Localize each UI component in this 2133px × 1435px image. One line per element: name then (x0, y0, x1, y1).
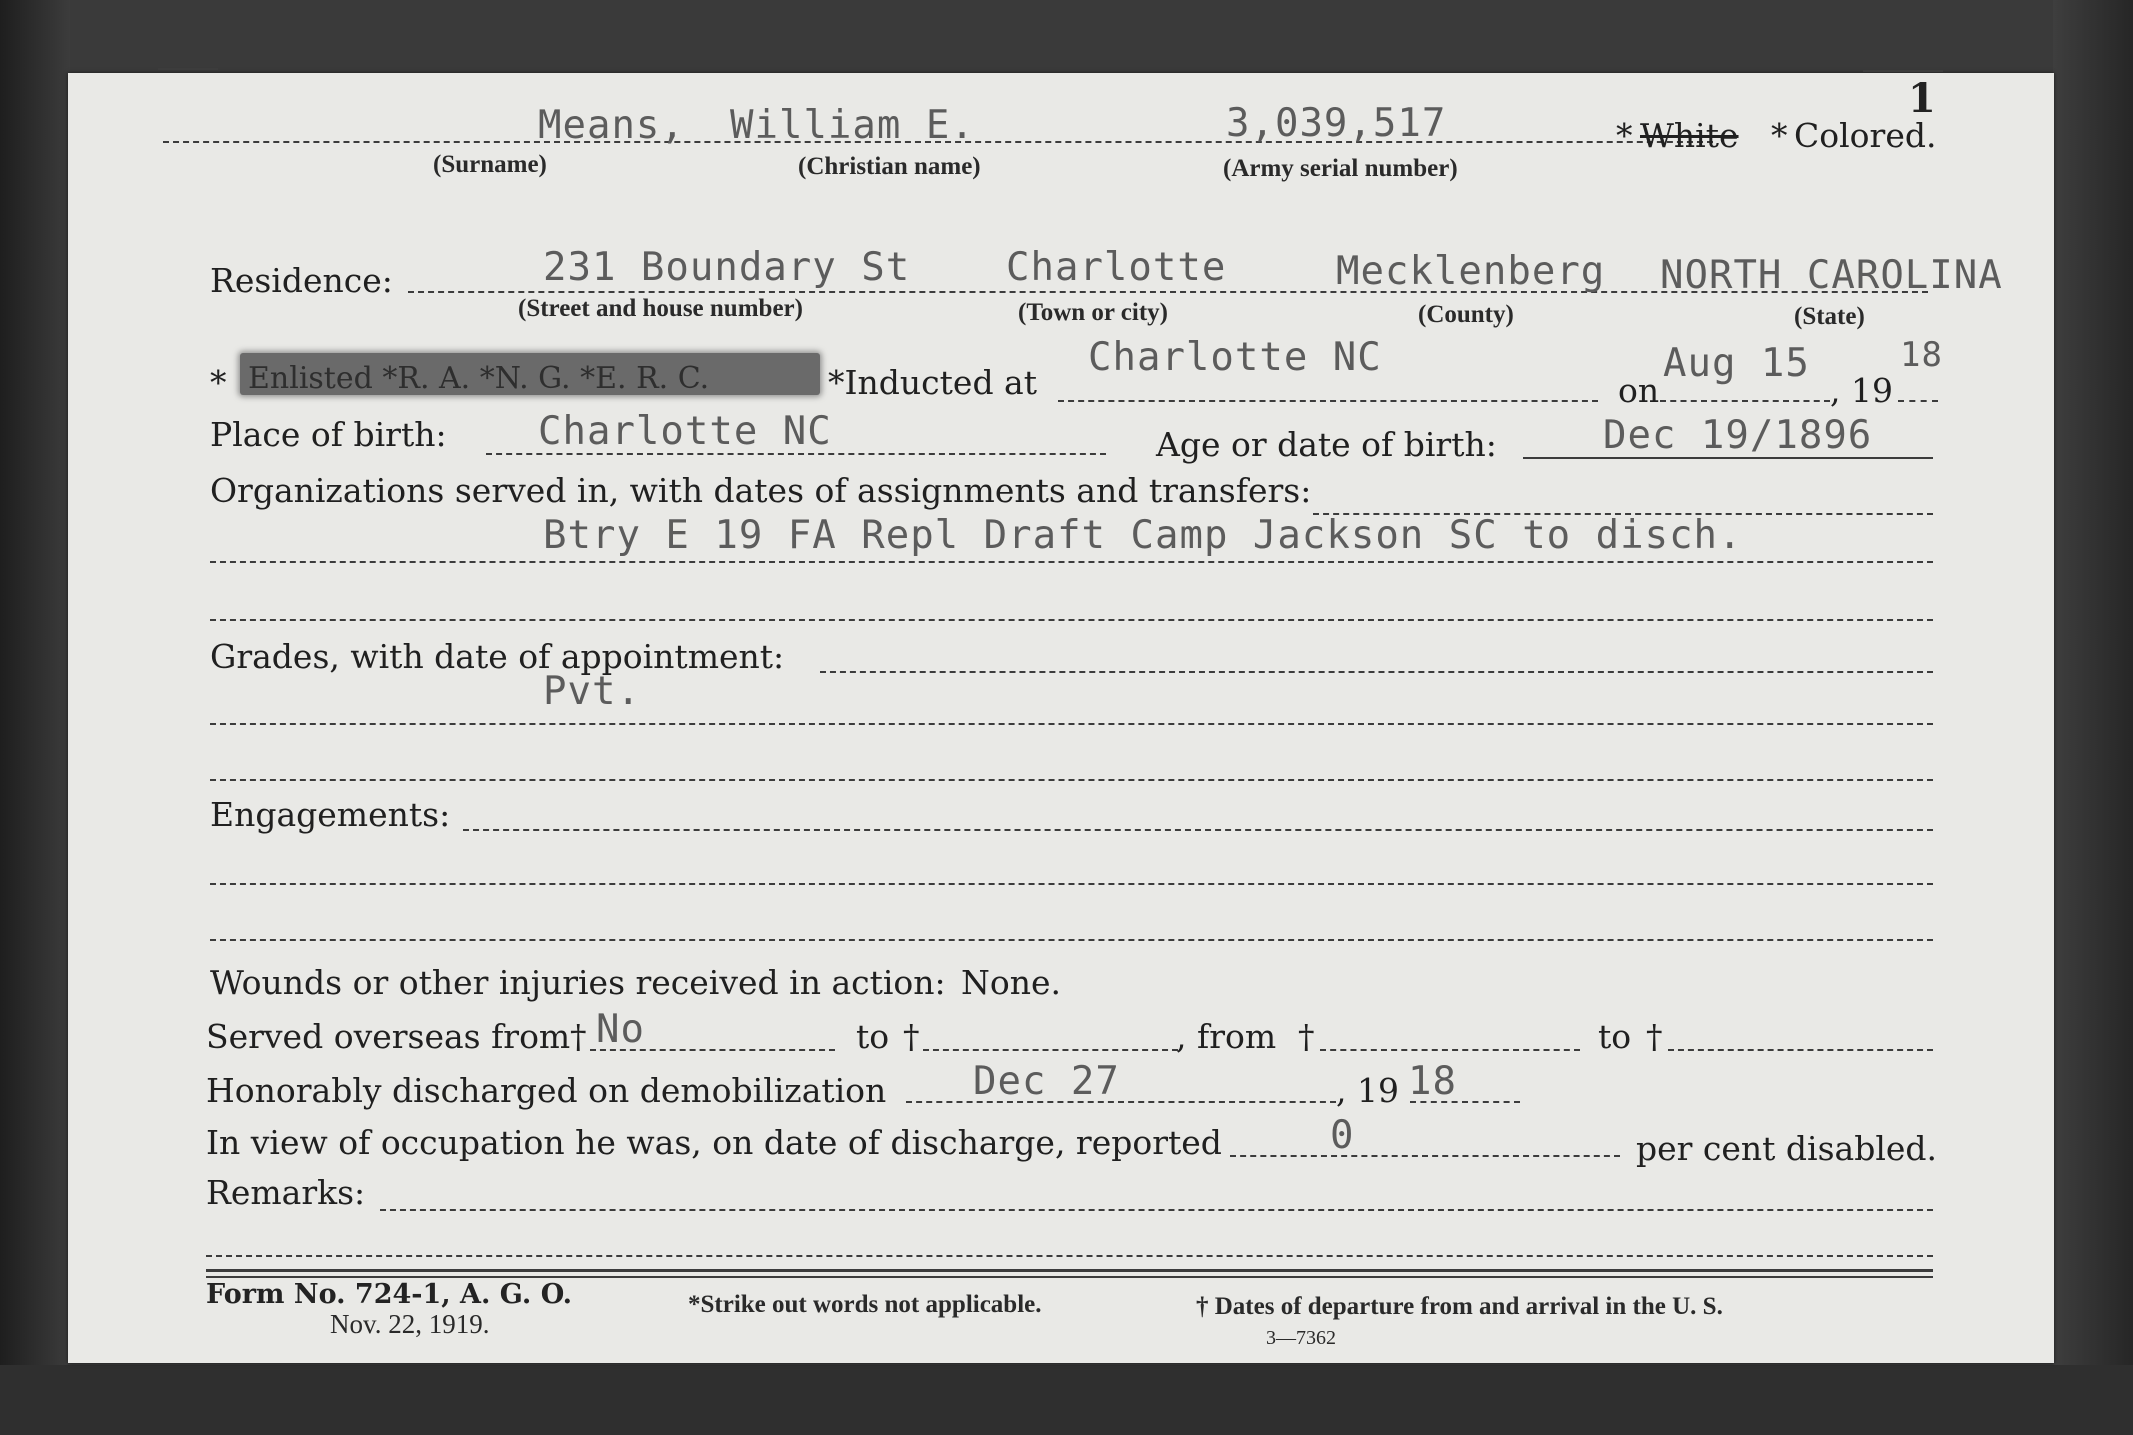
wounds-value: None. (961, 963, 1062, 1002)
engagements-line-3 (210, 939, 1933, 941)
induction-year-line (1898, 400, 1938, 402)
overseas-to2-label: to (1598, 1017, 1632, 1056)
grades-line-1 (820, 671, 1933, 673)
dates-note: † Dates of departure from and arrival in the U. S. (1196, 1293, 1723, 1320)
footer-rule-2 (206, 1276, 1933, 1278)
corner-mark-right (1863, 70, 1943, 72)
grades-line-3 (210, 779, 1933, 781)
asterisk-colored: * (1771, 116, 1788, 155)
caption-town: (Town or city) (1018, 299, 1168, 326)
on-label: on (1618, 371, 1660, 410)
discharge-year-suffix: 18 (1408, 1059, 1457, 1104)
service-record-card (68, 73, 2054, 1363)
date-of-birth-value: Dec 19/1896 (1603, 413, 1873, 458)
discharge-label: Honorably discharged on demobilization (206, 1071, 887, 1110)
induction-asterisk: * (210, 363, 227, 402)
scan-background-bottom (0, 1365, 2133, 1435)
wounds-label: Wounds or other injuries received in action: (210, 963, 946, 1002)
served-overseas-label: Served overseas from (206, 1017, 571, 1056)
footer-rule-1 (206, 1269, 1933, 1272)
engagements-line-2 (210, 883, 1933, 885)
organizations-line-2 (210, 561, 1933, 563)
organizations-label: Organizations served in, with dates of assignments and transfers: (210, 471, 1312, 510)
form-number: Form No. 724-1, A. G. O. (206, 1279, 573, 1310)
caption-serial-number: (Army serial number) (1223, 155, 1458, 182)
overseas-from2-line (1320, 1049, 1580, 1051)
dagger-to: † (903, 1017, 920, 1056)
overseas-to-label: to (856, 1017, 890, 1056)
christian-name-value: William E. (730, 103, 975, 148)
grades-label: Grades, with date of appointment: (210, 637, 785, 676)
inducted-place: Charlotte NC (1088, 335, 1382, 380)
engagements-label: Engagements: (210, 795, 451, 834)
card-number: 1 (1908, 75, 1936, 122)
serial-number-value: 3,039,517 (1226, 101, 1447, 146)
corner-mark-left (158, 68, 218, 70)
induction-year-suffix: 18 (1900, 335, 1943, 375)
organizations-line-3 (210, 619, 1933, 621)
remarks-label: Remarks: (206, 1173, 366, 1212)
caption-state: (State) (1794, 303, 1865, 330)
overseas-from2-label: , from (1176, 1017, 1277, 1056)
organizations-value: Btry E 19 FA Repl Draft Camp Jackson SC to disch. (543, 513, 1743, 558)
induction-date-line (1660, 400, 1830, 402)
residence-state: NORTH CAROLINA (1660, 253, 2003, 298)
disability-value: 0 (1330, 1113, 1355, 1158)
place-of-birth-value: Charlotte NC (538, 409, 832, 454)
dagger-from: † (570, 1017, 587, 1056)
grades-line-2 (210, 723, 1933, 725)
grades-value: Pvt. (543, 669, 641, 714)
caption-county: (County) (1418, 301, 1514, 328)
discharge-date: Dec 27 (973, 1059, 1120, 1104)
induction-date: Aug 15 (1663, 341, 1810, 386)
inducted-at-line (1058, 400, 1598, 402)
surname-value: Means, (538, 103, 685, 148)
dagger-to2: † (1646, 1017, 1663, 1056)
residence-street: 231 Boundary St (543, 245, 911, 290)
white-label: White (1640, 116, 1739, 155)
residence-label: Residence: (210, 261, 393, 300)
strike-note: *Strike out words not applicable. (688, 1291, 1042, 1318)
dagger-from2: † (1298, 1017, 1315, 1056)
age-label: Age or date of birth: (1156, 425, 1497, 464)
caption-street: (Street and house number) (518, 295, 803, 322)
overseas-from-value: No (596, 1007, 645, 1052)
scan-background-left (0, 0, 70, 1435)
remarks-line-2 (206, 1255, 1933, 1257)
overseas-to2-line (1668, 1049, 1933, 1051)
colored-label: Colored. (1794, 116, 1937, 155)
disability-label: In view of occupation he was, on date of discharge, reported (206, 1123, 1222, 1162)
caption-surname: (Surname) (433, 151, 547, 178)
discharge-year-prefix: , 19 (1336, 1071, 1399, 1110)
asterisk-white: * (1616, 116, 1633, 155)
disability-line (1230, 1155, 1620, 1157)
print-code: 3—7362 (1266, 1327, 1336, 1349)
residence-town: Charlotte (1006, 245, 1227, 290)
discharge-date-line (906, 1101, 1336, 1103)
caption-christian-name: (Christian name) (798, 153, 981, 180)
form-date: Nov. 22, 1919. (330, 1309, 490, 1339)
overseas-to-line (923, 1049, 1178, 1051)
induction-year-prefix: , 19 (1830, 371, 1893, 410)
disability-suffix: per cent disabled. (1636, 1129, 1938, 1168)
place-of-birth-label: Place of birth: (210, 415, 447, 454)
engagements-line-1 (463, 829, 1933, 831)
residence-county: Mecklenberg (1336, 249, 1606, 294)
inducted-at-label: *Inducted at (828, 363, 1037, 402)
remarks-line-1 (380, 1209, 1933, 1211)
scan-background-right (2053, 0, 2133, 1435)
redacted-options: Enlisted *R. A. *N. G. *E. R. C. (248, 361, 710, 396)
